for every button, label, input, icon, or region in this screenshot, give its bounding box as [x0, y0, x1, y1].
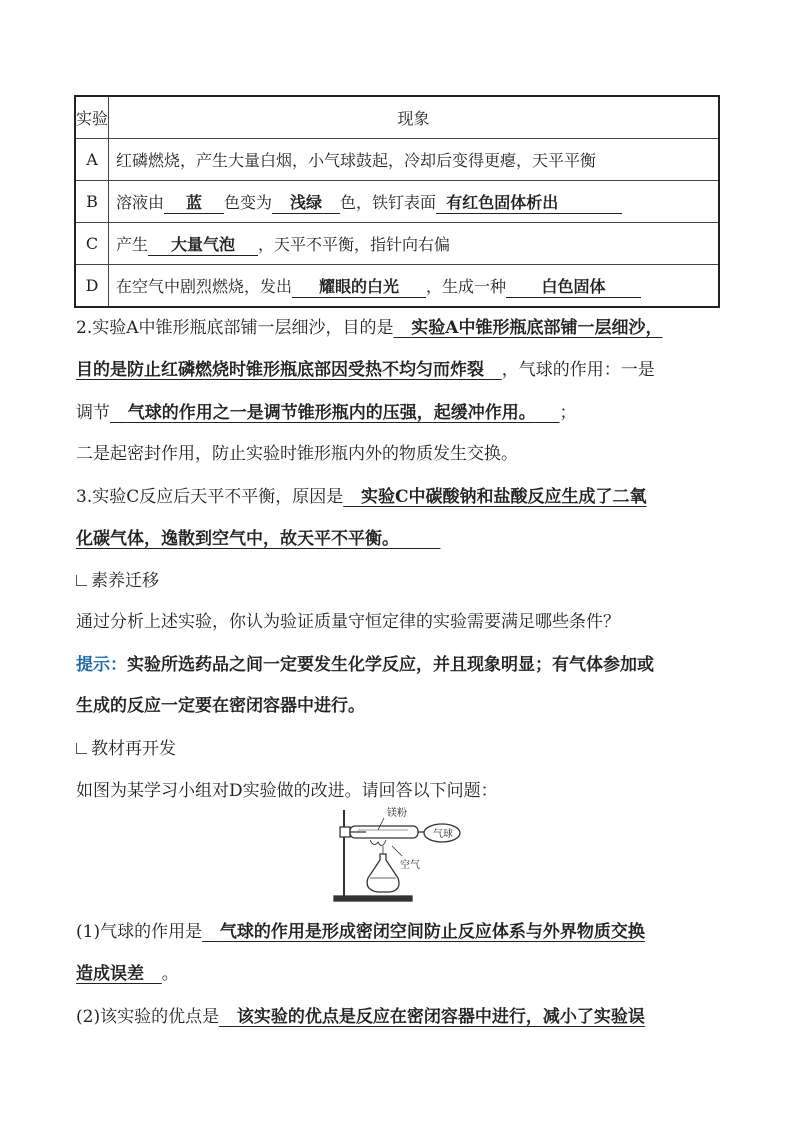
q2-l3-suffix: ；: [559, 403, 577, 423]
q2-mid: ，气球的作用：一是: [501, 360, 655, 380]
clamp-knob: [340, 827, 350, 837]
answer-blank: [292, 277, 426, 298]
section-title-text: 教材再开发: [91, 739, 176, 759]
answer: 耀眼的白光: [319, 276, 400, 296]
label-air: 空气: [400, 860, 420, 871]
q2-answer-text: 气球的作用之一是调节锥形瓶内的压强，起缓冲作用。: [127, 403, 536, 423]
q3-answer-text: 实验C中碳酸钠和盐酸反应生成了二氧: [361, 487, 647, 507]
q2-answer-text: 实验A中锥形瓶底部铺一层细沙，: [411, 318, 663, 338]
subq1-end: 。: [161, 964, 179, 984]
q2-answer-part2: [76, 360, 502, 380]
q3-answer-part2: [76, 529, 440, 549]
text: ，天平不平衡，指针向右偏: [258, 234, 451, 254]
q2-l3-prefix: 调节: [76, 403, 110, 423]
row-id: D: [75, 265, 109, 308]
experiment-table: [74, 95, 720, 308]
q3-answer-part1: [343, 487, 646, 507]
subq1-prefix: (1)气球的作用是: [76, 922, 203, 942]
stand-base: [334, 896, 412, 901]
label-balloon: 气球: [433, 829, 453, 840]
subq2-line-1: [76, 1005, 645, 1029]
q2-line-4: 二是起密封作用，防止实验时锥形瓶内外的物质发生交换。: [76, 444, 518, 464]
subq2-answer-part1: [219, 1007, 645, 1027]
answer: 白色固体: [541, 276, 606, 296]
answer-blank: [272, 193, 340, 214]
q3-line-2: [76, 527, 440, 551]
text: 在空气中剧烈燃烧，发出: [116, 276, 293, 296]
subq1-answer-part2: [76, 964, 162, 984]
answer-blank: [506, 277, 641, 298]
subq1-answer-text: 气球的作用是形成密闭空间防止反应体系与外界物质交换: [219, 922, 645, 942]
row-phenomenon: [109, 223, 720, 265]
answer: 大量气泡: [171, 234, 236, 254]
answer-blank: [436, 193, 622, 214]
flame: [370, 840, 386, 846]
q2-line-3: [76, 401, 576, 425]
text: 溶液由: [116, 192, 165, 212]
row-phenomenon: [109, 265, 720, 308]
q2-line-2: [76, 358, 655, 382]
subq2-prefix: (2)该实验的优点是: [76, 1007, 220, 1027]
table-row: [75, 139, 719, 181]
text: 色，铁钉表面: [340, 192, 437, 212]
row-phenomenon: [109, 181, 720, 223]
section-title: [76, 737, 176, 761]
section-title-text: 素养迁移: [91, 571, 159, 591]
label-powder: 镁粉: [387, 808, 407, 819]
q3-line-1: [76, 485, 647, 509]
section-marker-icon: [76, 575, 87, 586]
subq2-answer-text: 该实验的优点是反应在密闭容器中进行，减小了实验误: [236, 1007, 645, 1027]
table-row: [75, 181, 719, 223]
q2-answer-part3: [110, 403, 559, 423]
hint-line-1: [76, 653, 654, 677]
header-phenomenon: 现象: [109, 96, 720, 139]
air-pointer: [392, 846, 402, 856]
apparatus-figure: [330, 806, 490, 906]
header-experiment: 实验: [75, 96, 109, 139]
subq1-answer-text: 造成误差: [76, 964, 144, 984]
answer: 有红色固体析出: [446, 192, 559, 212]
section-title: [76, 569, 159, 593]
q3-prefix: 3.实验C反应后天平不平衡，原因是: [76, 487, 344, 507]
subq1-answer-part1: [202, 922, 645, 942]
text: ，生成一种: [426, 276, 507, 296]
powder-pointer: [378, 818, 384, 830]
text: 色变为: [224, 192, 273, 212]
answer: 蓝: [186, 192, 203, 212]
table-header-row: [75, 96, 719, 139]
answer-blank: [148, 235, 258, 256]
row-id: C: [75, 223, 109, 265]
hint-line-2: 生成的反应一定要在密闭容器中进行。: [76, 696, 365, 716]
section1-question: 通过分析上述实验，你认为验证质量守恒定律的实验需要满足哪些条件？: [76, 612, 620, 632]
section2-intro: 如图为某学习小组对D实验做的改进。请回答以下问题：: [76, 781, 498, 801]
subq1-line-2: [76, 962, 179, 986]
alcohol-lamp: [367, 854, 399, 892]
q2-answer-text: 目的是防止红磷燃烧时锥形瓶底部因受热不均匀而炸裂: [76, 360, 484, 380]
answer-blank: [164, 193, 224, 214]
subq1-line-1: [76, 920, 645, 944]
hint-label: 提示：: [76, 655, 127, 675]
table-row: [75, 265, 719, 308]
row-phenomenon: 红磷燃烧，产生大量白烟，小气球鼓起，冷却后变得更瘪，天平平衡: [109, 139, 720, 181]
section-marker-icon: [76, 743, 87, 754]
q3-answer-text: 化碳气体，逸散到空气中，故天平不平衡。: [76, 529, 399, 549]
row-id: B: [75, 181, 109, 223]
q2-line-1: [76, 316, 662, 340]
table-row: [75, 223, 719, 265]
row-id: A: [75, 139, 109, 181]
hint-text: 实验所选药品之间一定要发生化学反应，并且现象明显；有气体参加或: [127, 655, 654, 675]
answer: 浅绿: [290, 192, 323, 212]
q2-prefix: 2.实验A中锥形瓶底部铺一层细沙，目的是: [76, 318, 394, 338]
text: 产生: [116, 234, 149, 254]
q2-answer-part1: [394, 318, 663, 338]
